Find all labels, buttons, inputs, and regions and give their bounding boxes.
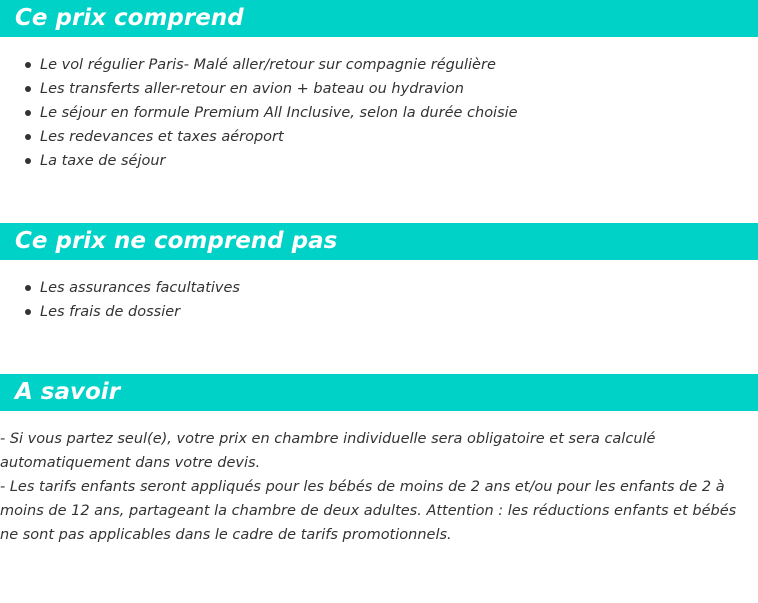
included-list xyxy=(0,53,758,173)
bullet-icon xyxy=(25,62,31,68)
included-heading: Ce prix comprend xyxy=(0,0,758,37)
info-paragraph: - Si vous partez seul(e), votre prix en chambre individuelle sera obligatoire et sera calculé automatiquement dans votre devis. xyxy=(0,431,656,471)
list-item-text: Les transferts aller-retour en avion + bateau ou hydravion xyxy=(40,81,464,97)
good-to-know-heading: A savoir xyxy=(0,374,758,411)
bullet-icon xyxy=(25,86,31,92)
list-item xyxy=(0,149,758,173)
bullet-icon xyxy=(25,158,31,164)
list-item xyxy=(0,300,758,324)
bullet-icon xyxy=(25,309,31,315)
list-item xyxy=(0,125,758,149)
not-included-heading: Ce prix ne comprend pas xyxy=(0,223,758,260)
list-item xyxy=(0,53,758,77)
bullet-icon xyxy=(25,285,31,291)
list-item-text: La taxe de séjour xyxy=(40,153,166,169)
list-item-text: Le séjour en formule Premium All Inclusive, selon la durée choisie xyxy=(40,105,518,121)
list-item-text: Les assurances facultatives xyxy=(40,280,240,296)
good-to-know-section xyxy=(0,374,758,547)
bullet-icon xyxy=(25,134,31,140)
bullet-icon xyxy=(25,110,31,116)
list-item-text: Les redevances et taxes aéroport xyxy=(40,129,284,145)
list-item xyxy=(0,276,758,300)
not-included-section xyxy=(0,223,758,324)
not-included-list xyxy=(0,276,758,324)
list-item xyxy=(0,101,758,125)
list-item-text: Le vol régulier Paris- Malé aller/retour sur compagnie régulière xyxy=(40,57,496,73)
list-item-text: Les frais de dossier xyxy=(40,304,181,320)
included-section xyxy=(0,0,758,173)
info-paragraph: - Les tarifs enfants seront appliqués pour les bébés de moins de 2 ans et/ou pour les enfants de 2 à moins de 12 ans, partageant la chambre de deux adultes. Attention : les réductions enfants et bébés ne sont pas applicables dans le cadre de tarifs promotionnels. xyxy=(0,479,737,543)
good-to-know-text xyxy=(0,427,752,547)
list-item xyxy=(0,77,758,101)
